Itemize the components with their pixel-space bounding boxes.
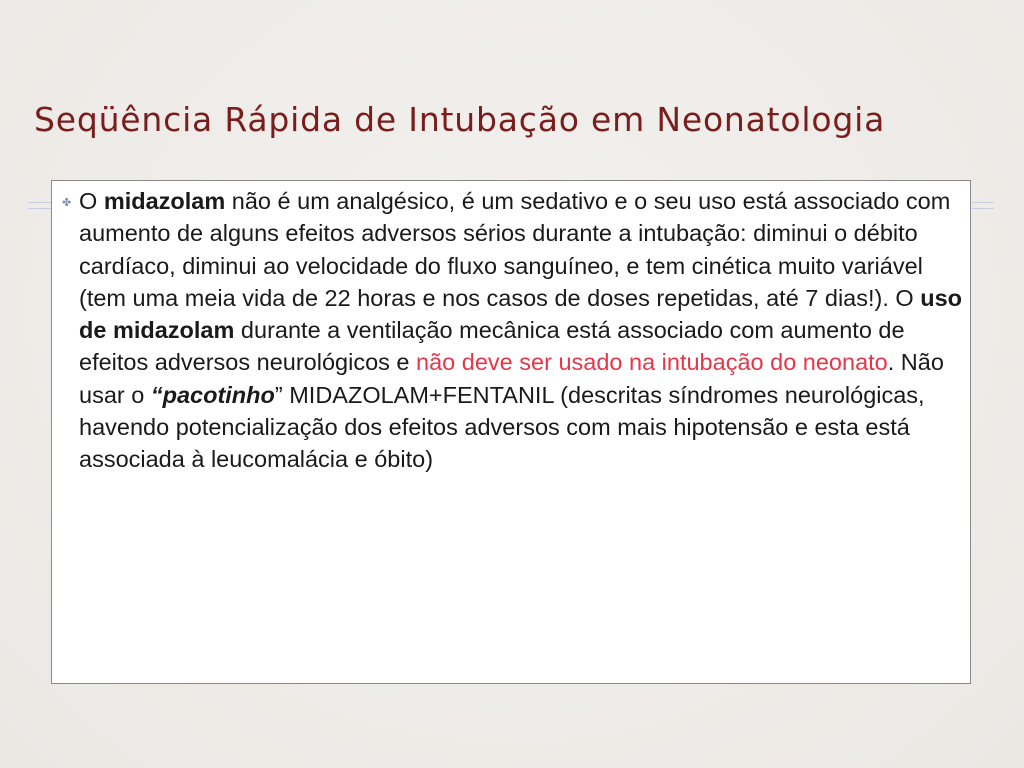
bold-term-midazolam: midazolam	[103, 188, 226, 214]
decorative-rule-left	[28, 202, 52, 209]
decorative-rule-right	[972, 202, 994, 209]
warning-highlight: não deve ser usado na intubação do neonato	[416, 349, 888, 376]
text-segment: durante a ventilação mecânica está associado com aumento de efeitos adversos neurológicos e	[79, 317, 905, 376]
four-point-star-icon: ✤	[62, 197, 72, 209]
bold-italic-pacotinho: “pacotinho	[150, 381, 275, 408]
bullet-paragraph	[62, 185, 962, 476]
bullet-item	[62, 185, 962, 476]
text-segment: O	[79, 188, 104, 214]
text-segment: ” MIDAZOLAM+FENTANIL (descritas síndromes neurológicas, havendo potencialização dos efeitos adversos com mais hipotensão e esta está associada à leucomalácia e óbito)	[79, 381, 925, 473]
bold-term-uso-de-midazolam: uso de midazolam	[79, 284, 963, 344]
text-segment: . Não usar o	[79, 349, 944, 408]
content-text-box[interactable]	[51, 180, 971, 684]
slide-title: Seqüência Rápida de Intubação em Neonatologia	[34, 100, 886, 139]
text-segment: não é um analgésico, é um sedativo e o seu uso está associado com aumento de alguns efeitos adversos sérios durante a intubação: diminui o débito cardíaco, diminui ao velocidade do fluxo sanguíneo, e tem cinética muito variável (tem uma meia vida de 22 horas e nos casos de doses repetidas, até 7 dias!). O	[79, 188, 951, 311]
